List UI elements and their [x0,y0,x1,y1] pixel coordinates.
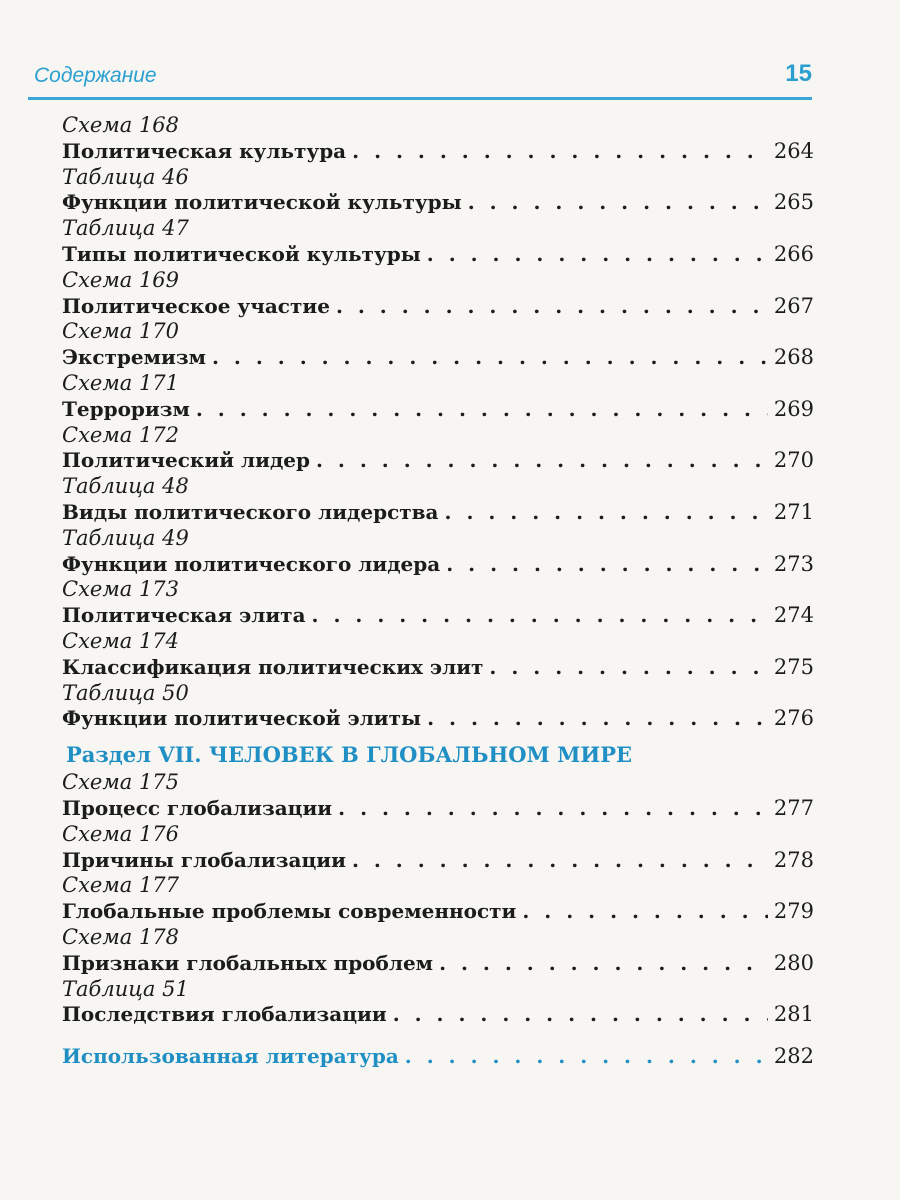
toc-entry[interactable] [62,848,814,874]
entry-title: Функции политической элиты [62,706,422,731]
leader-dots [489,655,767,681]
entry-page: 274 [773,603,814,628]
section-heading: Раздел VII. ЧЕЛОВЕК В ГЛОБАЛЬНОМ МИРЕ [66,742,632,768]
toc-entry[interactable] [62,345,814,371]
entry-title: Функции политического лидера [62,551,441,576]
entry-page: 273 [773,551,814,576]
entry-page: 267 [773,293,814,318]
entry-page: 279 [773,899,814,924]
toc-entry[interactable] [62,655,814,681]
toc-group-global [62,770,814,1028]
entry-caption: Таблица 49 [62,525,189,550]
entry-page: 266 [773,241,814,266]
entry-page: 281 [773,1002,814,1027]
page-number: 15 [785,60,812,87]
toc-entry[interactable] [62,190,814,216]
running-header-title: Содержание [34,64,157,87]
entry-title: Терроризм [62,396,190,421]
leader-dots [468,190,768,216]
entry-title: Типы политической культуры [62,241,421,266]
entry-title: Использованная литература [62,1044,399,1069]
toc-entry[interactable] [62,397,814,423]
entry-page: 276 [773,706,814,731]
leader-dots [446,552,768,578]
entry-caption: Таблица 48 [62,474,189,499]
leader-dots [352,139,768,165]
entry-title: Политическое участие [62,293,330,318]
toc-entry-literature[interactable] [62,1044,814,1070]
entry-title: Экстремизм [62,345,206,370]
entry-page: 278 [773,847,814,872]
entry-title: Глобальные проблемы современности [62,899,517,924]
toc-group-politics [62,113,814,732]
entry-title: Политическая культура [62,138,347,163]
entry-page: 268 [773,345,814,370]
entry-caption: Схема 178 [62,924,180,949]
toc-entry[interactable] [62,552,814,578]
entry-caption: Схема 170 [62,319,180,344]
entry-caption: Схема 172 [62,422,180,447]
leader-dots [212,345,768,371]
leader-dots [439,951,768,977]
entry-page: 271 [773,499,814,524]
entry-page: 264 [773,138,814,163]
toc-entry[interactable] [62,448,814,474]
entry-page: 269 [773,396,814,421]
entry-title: Виды политического лидерства [62,499,439,524]
entry-title: Классификация политических элит [62,654,484,679]
entry-caption: Таблица 50 [62,680,189,705]
entry-caption: Таблица 51 [62,976,189,1001]
toc-entry[interactable] [62,242,814,268]
toc-entry[interactable] [62,796,814,822]
toc-entry[interactable] [62,899,814,925]
entry-page: 275 [773,654,814,679]
entry-caption: Таблица 47 [62,216,189,241]
entry-caption: Схема 168 [62,113,180,137]
toc-entry[interactable] [62,294,814,320]
entry-caption: Схема 169 [62,267,180,292]
entry-title: Политический лидер [62,448,310,473]
entry-title: Признаки глобальных проблем [62,950,434,975]
entry-page: 265 [773,190,814,215]
entry-caption: Схема 173 [62,577,180,602]
leader-dots [445,500,768,526]
leader-dots [312,603,768,629]
entry-title: Функции политической культуры [62,190,462,215]
toc-entry[interactable] [62,139,814,165]
toc-entry[interactable] [62,951,814,977]
entry-title: Политическая элита [62,603,306,628]
leader-dots [405,1044,768,1070]
leader-dots [336,294,768,320]
leader-dots [427,706,768,732]
header-rule [28,97,812,100]
leader-dots [196,397,768,423]
entry-caption: Схема 171 [62,370,180,395]
entry-title: Причины глобализации [62,847,346,872]
leader-dots [522,899,768,925]
entry-caption: Схема 174 [62,628,180,653]
entry-page: 282 [773,1044,814,1069]
table-of-contents [62,113,814,1070]
entry-title: Процесс глобализации [62,795,333,820]
entry-caption: Схема 176 [62,821,180,846]
toc-entry[interactable] [62,603,814,629]
leader-dots [427,242,768,268]
entry-title: Последствия глобализации [62,1002,387,1027]
leader-dots [316,448,768,474]
toc-entry[interactable] [62,500,814,526]
leader-dots [338,796,768,822]
leader-dots [352,848,768,874]
entry-caption: Схема 175 [62,770,180,795]
leader-dots [393,1002,768,1028]
toc-entry[interactable] [62,1002,814,1028]
entry-page: 280 [773,950,814,975]
entry-page: 277 [773,795,814,820]
entry-page: 270 [773,448,814,473]
entry-caption: Схема 177 [62,873,180,898]
toc-entry[interactable] [62,706,814,732]
entry-caption: Таблица 46 [62,164,189,189]
